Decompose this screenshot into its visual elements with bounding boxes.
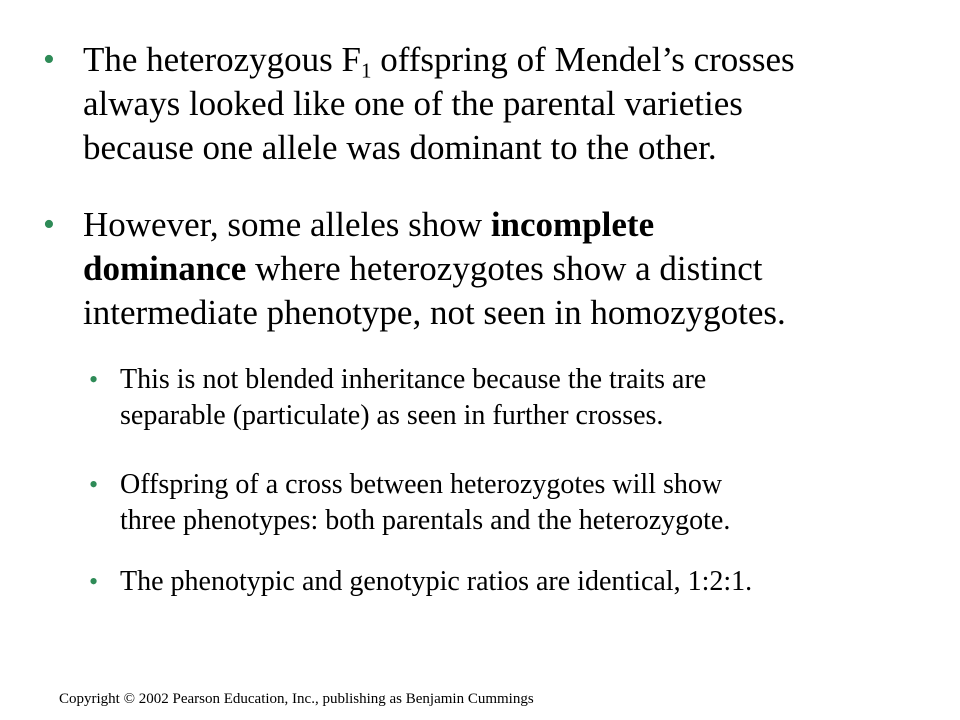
bullet-line: dominance where heterozygotes show a distinct [83,249,763,288]
subbullet-line: The phenotypic and genotypic ratios are identical, 1:2:1. [120,566,753,597]
subbullet-line: three phenotypes: both parentals and the heterozygote. [120,505,731,536]
bullet-line: However, some alleles show incomplete [83,205,655,244]
subbullet-line: Offspring of a cross between heterozygotes will show [120,469,723,500]
subbullet-line: separable (particulate) as seen in further crosses. [120,400,664,431]
bullet-dot-icon: • [89,365,99,394]
bullet-line: intermediate phenotype, not seen in homozygotes. [83,293,786,332]
bullet-line: always looked like one of the parental varieties [83,84,743,123]
subbullet-line: This is not blended inheritance because the traits are [120,364,707,395]
subscript: 1 [360,58,372,83]
bullet-dot-icon: • [43,206,55,243]
copyright-footer: Copyright © 2002 Pearson Education, Inc., publishing as Benjamin Cummings [59,691,534,707]
subbullet-three-phenotypes [89,467,930,539]
bullet-dot-icon: • [43,41,55,78]
bullet-dominance [43,38,923,170]
bold-term: incomplete [490,205,655,244]
bold-term: dominance [83,249,247,288]
subbullet-not-blended [89,362,930,434]
bullet-dot-icon: • [89,470,99,499]
bullet-dot-icon: • [89,567,99,596]
bullet-line: because one allele was dominant to the other. [83,128,717,167]
subbullet-ratios [89,564,930,600]
bullet-line: The heterozygous $F_1$ offspring of Mendel’s crosses [83,40,795,83]
bullet-incomplete-dominance [43,203,923,335]
